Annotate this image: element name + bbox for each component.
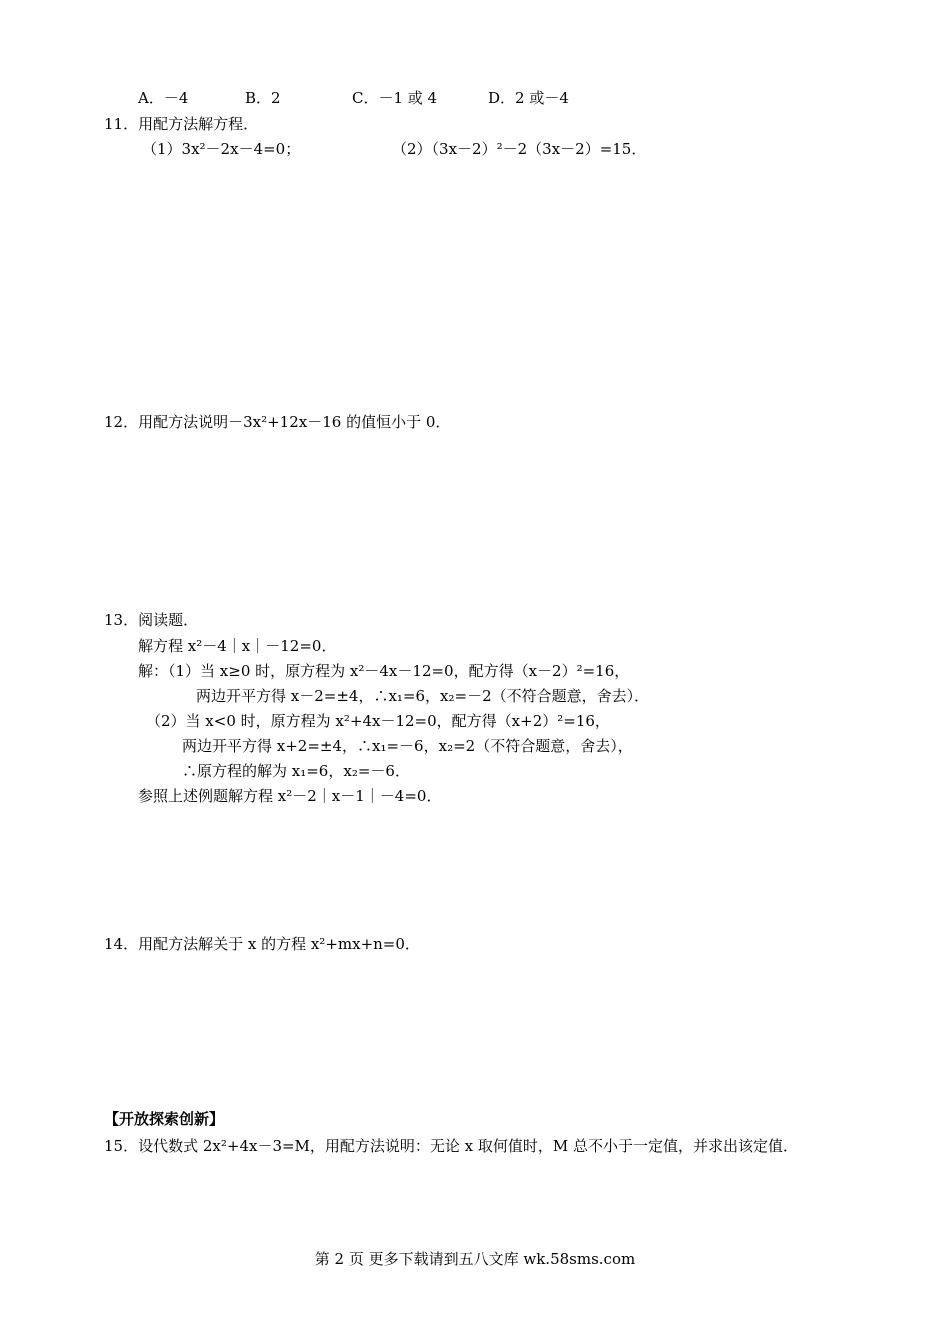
q13-line2: 解：（1）当 x≥0 时，原方程为 x²－4x－12=0，配方得（x－2）²=16， bbox=[138, 662, 630, 680]
q13-line4: （2）当 x<0 时，原方程为 x²+4x－12=0，配方得（x+2）²=16， bbox=[146, 712, 610, 730]
option-d: D．2 或－4 bbox=[488, 89, 569, 107]
q11-part1: （1）3x²－2x－4=0； bbox=[142, 140, 301, 158]
q12-title: 12．用配方法说明－3x²+12x－16 的值恒小于 0． bbox=[104, 413, 451, 431]
q11-part2: （2）（3x－2）²－2（3x－2）=15． bbox=[392, 140, 647, 158]
q13-line7: 参照上述例题解方程 x²－2｜x－1｜－4=0． bbox=[138, 787, 442, 805]
q13-line5: 两边开平方得 x+2=±4，∴x₁=－6，x₂=2（不符合题意，舍去）， bbox=[182, 737, 633, 755]
option-c: C．－1 或 4 bbox=[352, 89, 438, 107]
q14-title: 14．用配方法解关于 x 的方程 x²+mx+n=0． bbox=[104, 935, 420, 953]
page-footer: 第 2 页 更多下载请到五八文库 wk.58sms.com bbox=[314, 1250, 636, 1268]
option-b: B．2 bbox=[245, 89, 281, 107]
q11-title: 11．用配方法解方程． bbox=[104, 115, 259, 133]
q13-line1: 解方程 x²－4｜x｜－12=0． bbox=[138, 637, 337, 655]
q13-title: 13．阅读题． bbox=[104, 611, 199, 629]
q15-title: 15．设代数式 2x²+4x－3=M，用配方法说明：无论 x 取何值时，M 总不小于一定值，并求出该定值． bbox=[104, 1137, 799, 1155]
q13-line6: ∴原方程的解为 x₁=6，x₂=－6． bbox=[182, 762, 410, 780]
q13-line3: 两边开平方得 x－2=±4，∴x₁=6，x₂=－2（不符合题意，舍去）． bbox=[196, 687, 650, 705]
section-heading: 【开放探索创新】 bbox=[104, 1110, 225, 1128]
option-a: A．－4 bbox=[138, 89, 189, 107]
